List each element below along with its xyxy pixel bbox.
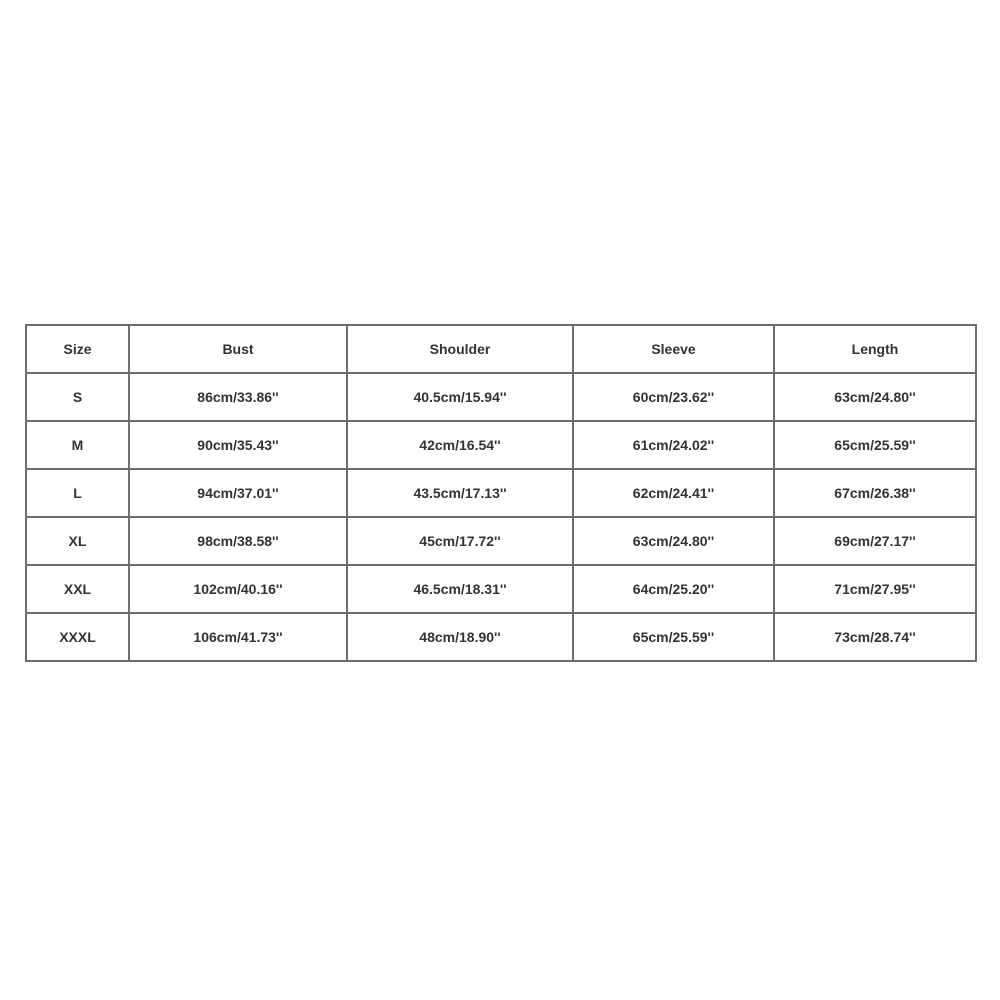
cell-bust: 86cm/33.86'' [129, 373, 347, 421]
cell-sleeve: 63cm/24.80'' [573, 517, 774, 565]
cell-length: 65cm/25.59'' [774, 421, 976, 469]
cell-sleeve: 60cm/23.62'' [573, 373, 774, 421]
cell-size: L [26, 469, 129, 517]
cell-sleeve: 64cm/25.20'' [573, 565, 774, 613]
cell-bust: 102cm/40.16'' [129, 565, 347, 613]
header-shoulder: Shoulder [347, 325, 573, 373]
cell-bust: 106cm/41.73'' [129, 613, 347, 661]
cell-length: 63cm/24.80'' [774, 373, 976, 421]
table-header-row [26, 325, 976, 373]
header-length: Length [774, 325, 976, 373]
header-sleeve: Sleeve [573, 325, 774, 373]
cell-length: 73cm/28.74'' [774, 613, 976, 661]
cell-shoulder: 42cm/16.54'' [347, 421, 573, 469]
cell-shoulder: 43.5cm/17.13'' [347, 469, 573, 517]
cell-length: 71cm/27.95'' [774, 565, 976, 613]
cell-size: XXL [26, 565, 129, 613]
table-row [26, 565, 976, 613]
cell-bust: 90cm/35.43'' [129, 421, 347, 469]
cell-shoulder: 48cm/18.90'' [347, 613, 573, 661]
cell-shoulder: 40.5cm/15.94'' [347, 373, 573, 421]
cell-sleeve: 65cm/25.59'' [573, 613, 774, 661]
cell-length: 69cm/27.17'' [774, 517, 976, 565]
table-row [26, 517, 976, 565]
header-size: Size [26, 325, 129, 373]
cell-size: M [26, 421, 129, 469]
cell-shoulder: 46.5cm/18.31'' [347, 565, 573, 613]
cell-shoulder: 45cm/17.72'' [347, 517, 573, 565]
cell-length: 67cm/26.38'' [774, 469, 976, 517]
cell-bust: 98cm/38.58'' [129, 517, 347, 565]
cell-sleeve: 62cm/24.41'' [573, 469, 774, 517]
table-row [26, 613, 976, 661]
header-bust: Bust [129, 325, 347, 373]
cell-sleeve: 61cm/24.02'' [573, 421, 774, 469]
cell-size: S [26, 373, 129, 421]
cell-bust: 94cm/37.01'' [129, 469, 347, 517]
cell-size: XXXL [26, 613, 129, 661]
table-row [26, 421, 976, 469]
table-row [26, 469, 976, 517]
cell-size: XL [26, 517, 129, 565]
table-row [26, 373, 976, 421]
size-chart-table [25, 324, 977, 662]
